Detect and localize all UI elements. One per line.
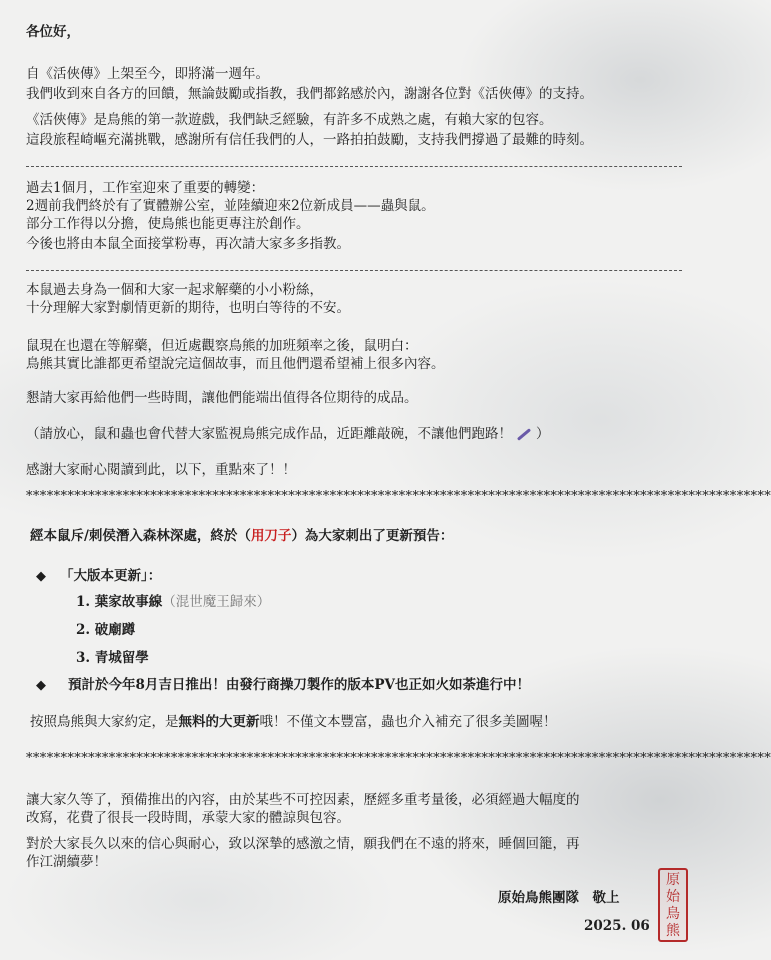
closing-line-1: 讓大家久等了，預備推出的內容，由於某些不可控因素，歷經多重考量後，必須經過大幅度的 bbox=[26, 792, 580, 808]
mouse-line-6-end: ） bbox=[536, 426, 550, 442]
diamond-bullet-icon: ◆ bbox=[36, 678, 46, 693]
update-item bbox=[76, 648, 149, 668]
preview-intro-red: 用刀子 bbox=[250, 528, 292, 544]
mouse-line-5: 懇請大家再給他們一些時間，讓他們能端出值得各位期待的成品。 bbox=[26, 390, 418, 406]
brush-icon bbox=[517, 428, 531, 441]
mouse-line-4: 鳥熊其實比誰都更希望說完這個故事，而且他們還希望補上很多內容。 bbox=[26, 356, 445, 372]
mouse-line-1: 本鼠過去身為一個和大家一起求解藥的小小粉絲， bbox=[26, 282, 323, 298]
promise-a: 按照鳥熊與大家約定，是 bbox=[30, 714, 179, 730]
star-divider: ************************************************************************************************************ bbox=[26, 751, 771, 766]
promise-line bbox=[30, 712, 557, 732]
closing-line-3: 對於大家長久以來的信心與耐心，致以深摯的感激之情，願我們在不遠的將來，睡個回籠，再 bbox=[26, 836, 580, 852]
signature-date: 2025. 06 bbox=[584, 918, 650, 934]
section-divider bbox=[26, 270, 682, 271]
mouse-line-7: 感謝大家耐心閱讀到此，以下，重點來了！！ bbox=[26, 462, 296, 478]
mouse-line-6-text: （請放心，鼠和蟲也會代替大家監視鳥熊完成作品，近距離敲碗，不讓他們跑路！ bbox=[26, 426, 512, 442]
mouse-line-2: 十分理解大家對劇情更新的期待，也明白等待的不安。 bbox=[26, 300, 350, 316]
star-divider: ************************************************************************************************************ bbox=[26, 489, 771, 504]
closing-line-4: 作江湖續夢！ bbox=[26, 854, 107, 870]
update-item bbox=[76, 620, 135, 640]
preview-intro bbox=[30, 526, 453, 546]
intro-line-1: 自《活俠傳》上架至今，即將滿一週年。 bbox=[26, 66, 269, 82]
update-item bbox=[76, 592, 270, 612]
schedule-line: 預計於今年8月吉日推出！由發行商操刀製作的版本PV也正如火如荼進行中！ bbox=[68, 677, 531, 693]
update-item-note: （混世魔王歸來） bbox=[162, 594, 271, 610]
seal-text: 原 始 鳥 熊 bbox=[666, 872, 680, 939]
studio-line-2: 2週前我們終於有了實體辦公室，並陸續迎來2位新成員——蟲與鼠。 bbox=[26, 198, 435, 214]
preview-intro-b: ）為大家刺出了更新預告： bbox=[291, 528, 454, 544]
studio-line-4: 今後也將由本鼠全面接掌粉專，再次請大家多多指教。 bbox=[26, 236, 350, 252]
mouse-line-3: 鼠現在也還在等解藥，但近處觀察鳥熊的加班頻率之後，鼠明白： bbox=[26, 338, 418, 354]
intro-line-4: 這段旅程崎嶇充滿挑戰，感謝所有信任我們的人，一路拍拍鼓勵，支持我們撐過了最難的時刻。 bbox=[26, 132, 593, 148]
greeting: 各位好， bbox=[26, 24, 80, 40]
diamond-bullet-icon: ◆ bbox=[36, 569, 46, 584]
preview-intro-a: 經本鼠斥/刺侯潛入森林深處，終於（ bbox=[30, 528, 251, 544]
intro-line-3: 《活俠傳》是鳥熊的第一款遊戲，我們缺乏經驗，有許多不成熟之處，有賴大家的包容。 bbox=[26, 112, 553, 128]
closing-line-2: 改寫，花費了很長一段時間，承蒙大家的體諒與包容。 bbox=[26, 810, 350, 826]
signature-team: 原始鳥熊團隊 敬上 bbox=[498, 890, 620, 906]
promise-bold: 無料的大更新 bbox=[178, 714, 260, 730]
mouse-line-6 bbox=[26, 424, 550, 444]
update-item-label: 1. 葉家故事線 bbox=[76, 594, 163, 610]
seal-stamp bbox=[658, 868, 688, 942]
studio-line-3: 部分工作得以分擔，使鳥熊也能更專注於創作。 bbox=[26, 216, 310, 232]
section-divider bbox=[26, 166, 682, 167]
promise-b: 哦！不僅文本豐富，蟲也介入補充了很多美圖喔！ bbox=[259, 714, 557, 730]
studio-line-1: 過去1個月，工作室迎來了重要的轉變： bbox=[26, 180, 265, 196]
update-item-label: 3. 青城留學 bbox=[76, 650, 149, 666]
intro-line-2: 我們收到來自各方的回饋，無論鼓勵或指教，我們都銘感於內，謝謝各位對《活俠傳》的支持。 bbox=[26, 86, 593, 102]
update-item-label: 2. 破廟蹲 bbox=[76, 622, 136, 638]
big-update-title: 「大版本更新」： bbox=[60, 568, 162, 584]
